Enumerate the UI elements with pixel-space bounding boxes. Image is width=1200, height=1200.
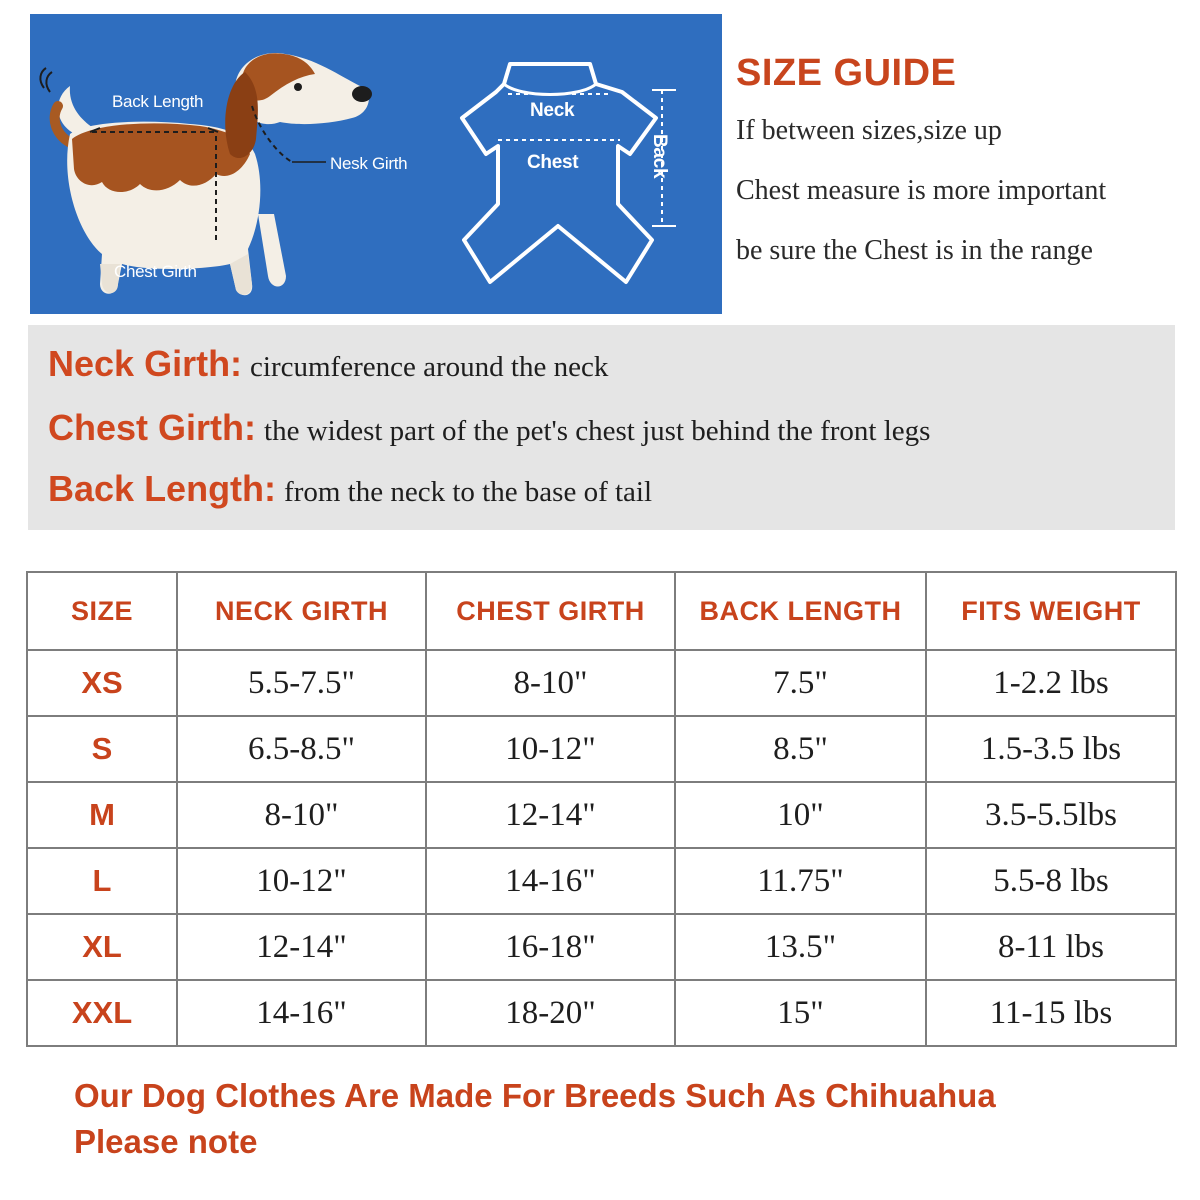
back-length-cell: 8.5" [675,716,926,782]
fits-weight-cell: 3.5-5.5lbs [926,782,1176,848]
measurement-definitions [28,325,1175,530]
guide-line-chest-range: be sure the Chest is in the range [736,235,1093,266]
table-row [27,980,1176,1046]
fits-weight-cell: 8-11 lbs [926,914,1176,980]
fits-weight-cell: 1-2.2 lbs [926,650,1176,716]
breed-note [74,1073,996,1165]
header-neck-girth: NECK GIRTH [177,572,426,650]
back-length-cell: 15" [675,980,926,1046]
neck-girth-cell: 8-10" [177,782,426,848]
definition-text: circumference around the neck [250,351,609,383]
size-cell: L [27,848,177,914]
definition-term: Chest Girth: [48,407,257,448]
chest-girth-cell: 10-12" [426,716,675,782]
definition-text: from the neck to the base of tail [284,476,653,508]
table-row [27,848,1176,914]
table-row [27,782,1176,848]
header-size: SIZE [27,572,177,650]
header-fits-weight: FITS WEIGHT [926,572,1176,650]
back-length-cell: 7.5" [675,650,926,716]
size-guide [736,52,1196,281]
table-row [27,650,1176,716]
back-length-label: Back Length [112,92,204,111]
neck-girth-cell: 14-16" [177,980,426,1046]
shirt-chest-label: Chest [527,152,579,173]
table-row [27,914,1176,980]
back-length-cell: 11.75" [675,848,926,914]
neck-girth-label: Nesk Girth [330,154,408,173]
size-guide-title: SIZE GUIDE [736,52,957,94]
header-chest-girth: CHEST GIRTH [426,572,675,650]
measurement-illustration [30,14,722,314]
shirt-neck-label: Neck [530,100,575,121]
chest-girth-label: Chest Girth [114,262,197,281]
table-header-row [27,572,1176,650]
header-back-length: BACK LENGTH [675,572,926,650]
size-cell: XL [27,914,177,980]
chest-girth-cell: 12-14" [426,782,675,848]
size-cell: XS [27,650,177,716]
back-length-cell: 10" [675,782,926,848]
definition-text: the widest part of the pet's chest just behind the front legs [264,415,931,447]
chest-girth-cell: 16-18" [426,914,675,980]
size-chart-table [26,571,1177,1047]
definition-term: Neck Girth: [48,343,243,384]
guide-line-size-up: If between sizes,size up [736,115,1002,146]
guide-line-chest-important: Chest measure is more important [736,175,1107,206]
fits-weight-cell: 1.5-3.5 lbs [926,716,1176,782]
definition-chest-girth [48,407,930,449]
please-note-line: Please note [74,1123,258,1160]
size-cell: XXL [27,980,177,1046]
neck-girth-cell: 10-12" [177,848,426,914]
chest-girth-cell: 8-10" [426,650,675,716]
definition-term: Back Length: [48,468,277,509]
table-row [27,716,1176,782]
definition-back-length [48,468,652,510]
fits-weight-cell: 11-15 lbs [926,980,1176,1046]
shirt-back-label: Back [649,134,670,179]
neck-girth-cell: 6.5-8.5" [177,716,426,782]
back-length-cell: 13.5" [675,914,926,980]
definition-neck-girth [48,343,608,385]
fits-weight-cell: 5.5-8 lbs [926,848,1176,914]
size-cell: S [27,716,177,782]
size-cell: M [27,782,177,848]
neck-girth-cell: 5.5-7.5" [177,650,426,716]
breed-note-line: Our Dog Clothes Are Made For Breeds Such As Chihuahua [74,1077,996,1114]
chest-girth-cell: 18-20" [426,980,675,1046]
neck-girth-cell: 12-14" [177,914,426,980]
chest-girth-cell: 14-16" [426,848,675,914]
